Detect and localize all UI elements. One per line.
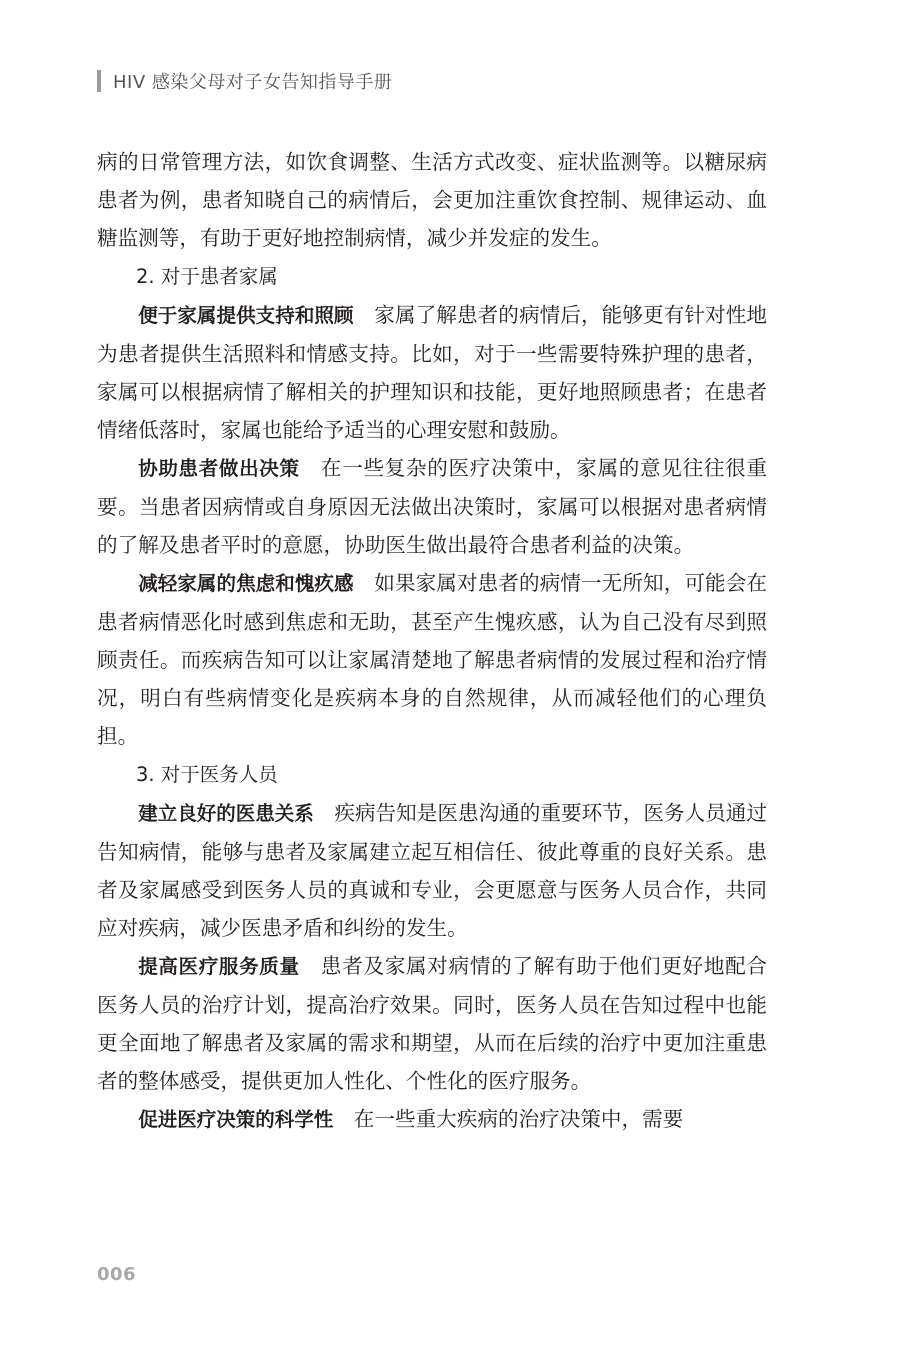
paragraph-quality	[97, 947, 767, 1100]
paragraph-lead: 提高医疗服务质量	[138, 955, 300, 978]
header-rule	[97, 70, 101, 92]
paragraph-decision	[97, 449, 767, 564]
paragraph-lead: 便于家属提供支持和照顾	[138, 304, 354, 327]
paragraph-lead: 减轻家属的焦虑和愧疚感	[138, 572, 354, 595]
section-heading-family: 2. 对于患者家属	[136, 265, 278, 288]
main-text	[97, 143, 767, 1139]
paragraph-science	[97, 1100, 767, 1139]
paragraph-text: 在一些复杂的医疗决策中，家属的意见往往很重要。当患者因病情或自身原因无法做出决策时，家属可以根据对患者病情的了解及患者平时的意愿，协助医生做出最符合患者利益的决策。	[97, 456, 767, 557]
page-number: 006	[97, 1264, 137, 1285]
book-title: HIV 感染父母对子女告知指导手册	[113, 72, 393, 93]
section-heading-medical-staff: 3. 对于医务人员	[136, 763, 278, 786]
paragraph-relationship	[97, 794, 767, 947]
paragraph-support	[97, 296, 767, 449]
paragraph-text: 疾病告知是医患沟通的重要环节，医务人员通过告知病情，能够与患者及家属建立起互相信任、彼此尊重的良好关系。患者及家属感受到医务人员的真诚和专业，会更愿意与医务人员合作，共同应对疾病，减少医患矛盾和纠纷的发生。	[97, 801, 767, 940]
paragraph-anxiety	[97, 564, 767, 755]
paragraph-lead: 建立良好的医患关系	[138, 802, 314, 825]
paragraph-lead: 促进医疗决策的科学性	[138, 1108, 334, 1131]
running-head	[97, 68, 392, 94]
paragraph-text: 患者及家属对病情的了解有助于他们更好地配合医务人员的治疗计划，提高治疗效果。同时，医务人员在告知过程中也能更全面地了解患者及家属的需求和期望，从而在后续的治疗中更加注重患者的整体感受，提供更加人性化、个性化的医疗服务。	[97, 954, 767, 1093]
intro-paragraph: 病的日常管理方法，如饮食调整、生活方式改变、症状监测等。以糖尿病患者为例，患者知晓自己的病情后，会更加注重饮食控制、规律运动、血糖监测等，有助于更好地控制病情，减少并发症的发生。	[97, 150, 767, 250]
paragraph-lead: 协助患者做出决策	[138, 457, 300, 480]
paragraph-text: 家属了解患者的病情后，能够更有针对性地为患者提供生活照料和情感支持。比如，对于一些需要特殊护理的患者，家属可以根据病情了解相关的护理知识和技能，更好地照顾患者；在患者情绪低落时，家属也能给予适当的心理安慰和鼓励。	[97, 303, 767, 442]
paragraph-text: 在一些重大疾病的治疗决策中，需要	[353, 1107, 684, 1131]
paragraph-text: 如果家属对患者的病情一无所知，可能会在患者病情恶化时感到焦虑和无助，甚至产生愧疚感，认为自己没有尽到照顾责任。而疾病告知可以让家属清楚地了解患者病情的发展过程和治疗情况，明白有些病情变化是疾病本身的自然规律，从而减轻他们的心理负担。	[97, 571, 767, 748]
